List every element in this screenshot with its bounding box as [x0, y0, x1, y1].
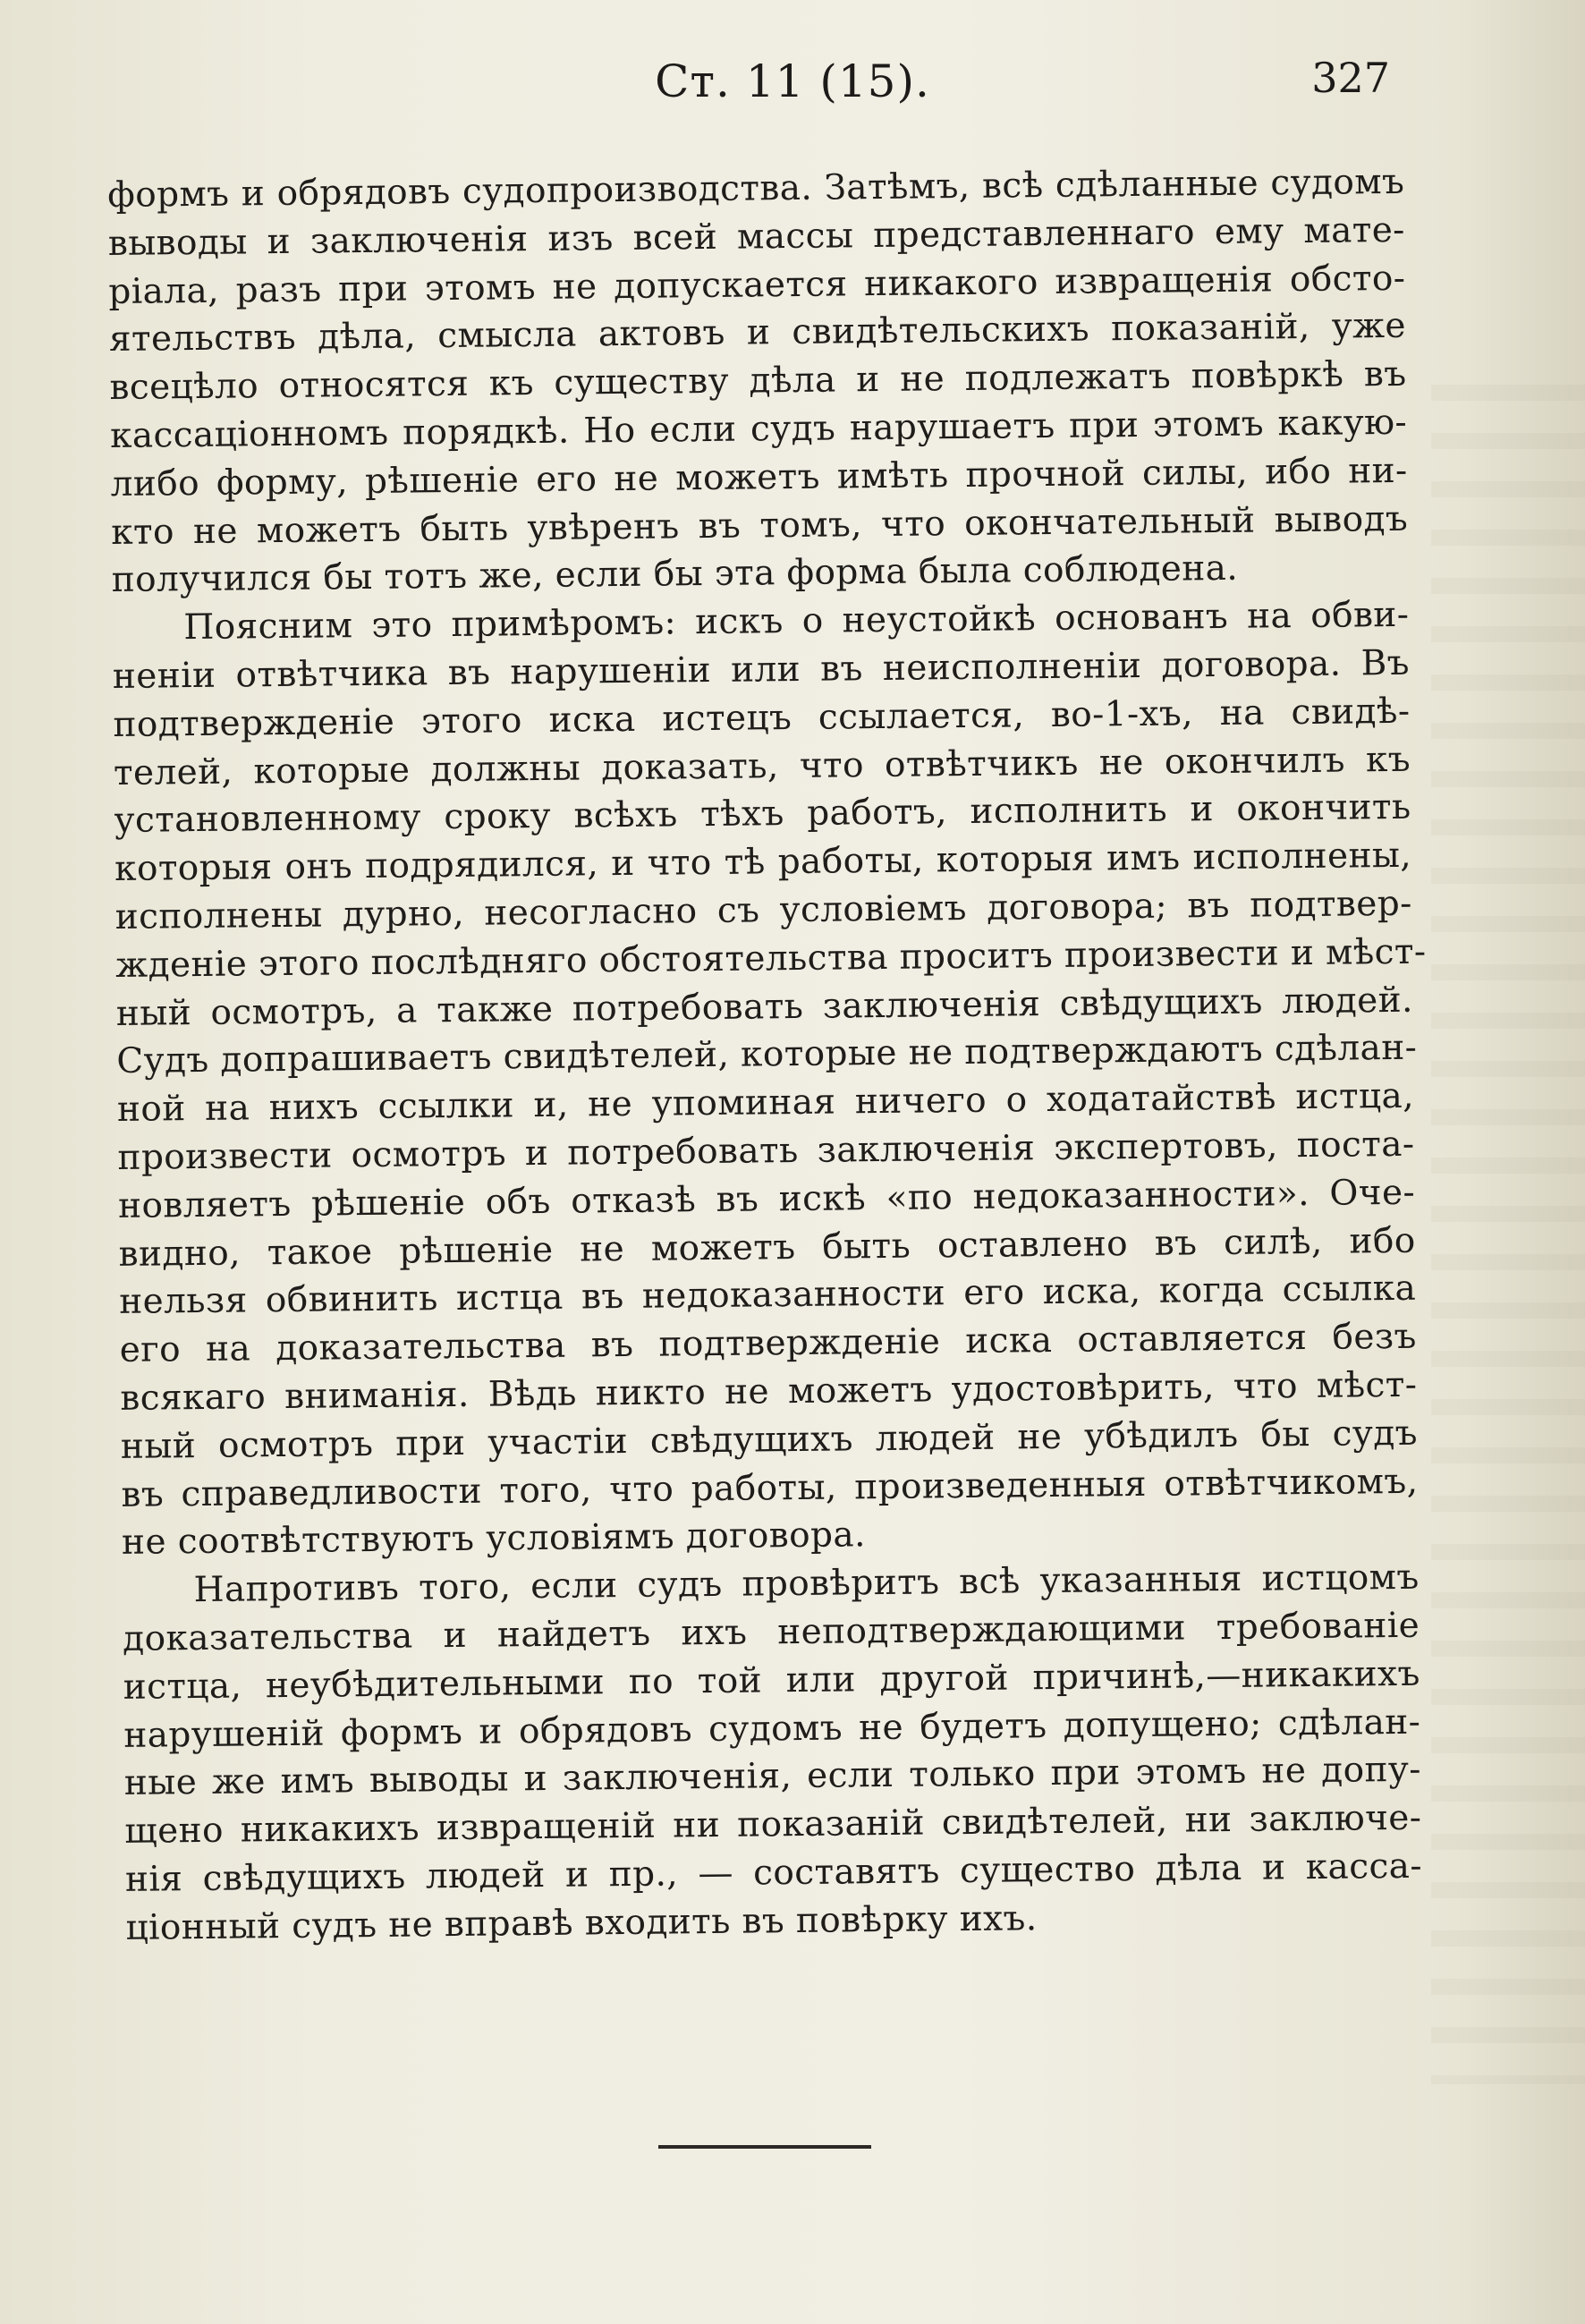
- text-line: въ справедливости того, что работы, произведенныя отвѣтчикомъ,: [121, 1461, 1419, 1515]
- text-line: либо форму, рѣшеніе его не можетъ имѣть прочной силы, ибо ни-: [110, 450, 1408, 505]
- text-line: нарушеній формъ и обрядовъ судомъ не будетъ допущено; сдѣлан-: [123, 1701, 1421, 1756]
- text-line: произвести осмотръ и потребовать заключенія экспертовъ, поста-: [117, 1124, 1415, 1178]
- text-line: щено никакихъ извращеній ни показаній свидѣтелей, ни заключе-: [124, 1797, 1422, 1852]
- text-line: ятельствъ дѣла, смысла актовъ и свидѣтельскихъ показаній, уже: [108, 306, 1407, 360]
- text-line: исполнены дурно, несогласно съ условіемъ договора; въ подтвер-: [114, 883, 1412, 937]
- text-line: ный осмотръ, а также потребовать заключенія свѣдущихъ людей.: [115, 980, 1414, 1034]
- text-line: Поясним это примѣромъ: искъ о неустойкѣ основанъ на обви-: [183, 594, 1410, 649]
- text-line: кассаціонномъ порядкѣ. Но если судъ нарушаетъ при этомъ какую-: [109, 402, 1408, 456]
- page-header: [0, 55, 1585, 127]
- running-head: Ст. 11 (15).: [655, 55, 930, 107]
- paragraph-2: [112, 591, 1427, 1567]
- text-line: всякаго вниманія. Вѣдь никто не можетъ удостовѣрить, что мѣст-: [120, 1364, 1418, 1419]
- page-number: 327: [1311, 54, 1390, 102]
- text-line: ные же имъ выводы и заключенія, если только при этомъ не допу-: [123, 1750, 1422, 1804]
- text-line: доказательства и найдетъ ихъ неподтверждающими требованіе: [122, 1605, 1420, 1659]
- text-line: ріала, разъ при этомъ не допускается никакого извращенія обсто-: [108, 258, 1406, 312]
- text-line: неніи отвѣтчика въ нарушеніи или въ неисполненіи договора. Въ: [112, 642, 1411, 697]
- section-end-rule: [658, 2145, 871, 2149]
- text-line: не соотвѣтствуютъ условіямъ договора.: [121, 1514, 867, 1564]
- text-line: ный осмотръ при участіи свѣдущихъ людей не убѣдилъ бы судъ: [120, 1412, 1419, 1467]
- text-line: которыя онъ подрядился, и что тѣ работы, которыя имъ исполнены,: [114, 835, 1412, 890]
- text-line: Судъ допрашиваетъ свидѣтелей, которые не подтверждаютъ сдѣлан-: [116, 1028, 1418, 1082]
- text-line: телей, которые должны доказать, что отвѣтчикъ не окончилъ къ: [113, 739, 1411, 793]
- text-line: выводы и заключенія изъ всей массы представленнаго ему мате-: [107, 209, 1405, 264]
- body-text: [107, 158, 1427, 1953]
- paragraph-3: [122, 1554, 1422, 1953]
- text-line: формъ и обрядовъ судопроизводства. Затѣмъ, всѣ сдѣланные судомъ: [107, 161, 1405, 216]
- paragraph-1: [107, 158, 1409, 605]
- text-line: его на доказательства въ подтвержденіе иска оставляется безъ: [119, 1316, 1417, 1371]
- show-through-text: [1431, 385, 1585, 2084]
- text-line: истца, неубѣдительными по той или другой причинѣ,—никакихъ: [123, 1653, 1420, 1708]
- text-line: подтвержденіе этого иска истецъ ссылается, во-1-хъ, на свидѣ-: [113, 691, 1411, 745]
- text-line: видно, такое рѣшеніе не можетъ быть оставлено въ силѣ, ибо: [118, 1220, 1416, 1275]
- text-line: новляетъ рѣшеніе объ отказѣ въ искѣ «по недоказанности». Оче-: [117, 1172, 1416, 1226]
- text-line: кто не можетъ быть увѣренъ въ томъ, что окончательный выводъ: [110, 498, 1409, 553]
- text-line: Напротивъ того, если судъ провѣритъ всѣ указанныя истцомъ: [193, 1556, 1420, 1611]
- text-line: жденіе этого послѣдняго обстоятельства проситъ произвести и мѣст-: [115, 931, 1427, 986]
- text-line: нія свѣдущихъ людей и пр., — составятъ существо дѣла и касса-: [124, 1845, 1423, 1900]
- text-line: ціонный судъ не вправѣ входить въ повѣрку ихъ.: [125, 1897, 1038, 1948]
- text-line: всецѣло относятся къ существу дѣла и не подлежатъ повѣркѣ въ: [109, 353, 1407, 409]
- text-line: получился бы тотъ же, если бы эта форма была соблюдена.: [111, 548, 1239, 601]
- text-line: установленному сроку всѣхъ тѣхъ работъ, исполнить и окончить: [114, 787, 1411, 842]
- text-line: нельзя обвинить истца въ недоказанности его иска, когда ссылка: [118, 1268, 1417, 1323]
- text-line: ной на нихъ ссылки и, не упоминая ничего о ходатайствѣ истца,: [116, 1075, 1415, 1131]
